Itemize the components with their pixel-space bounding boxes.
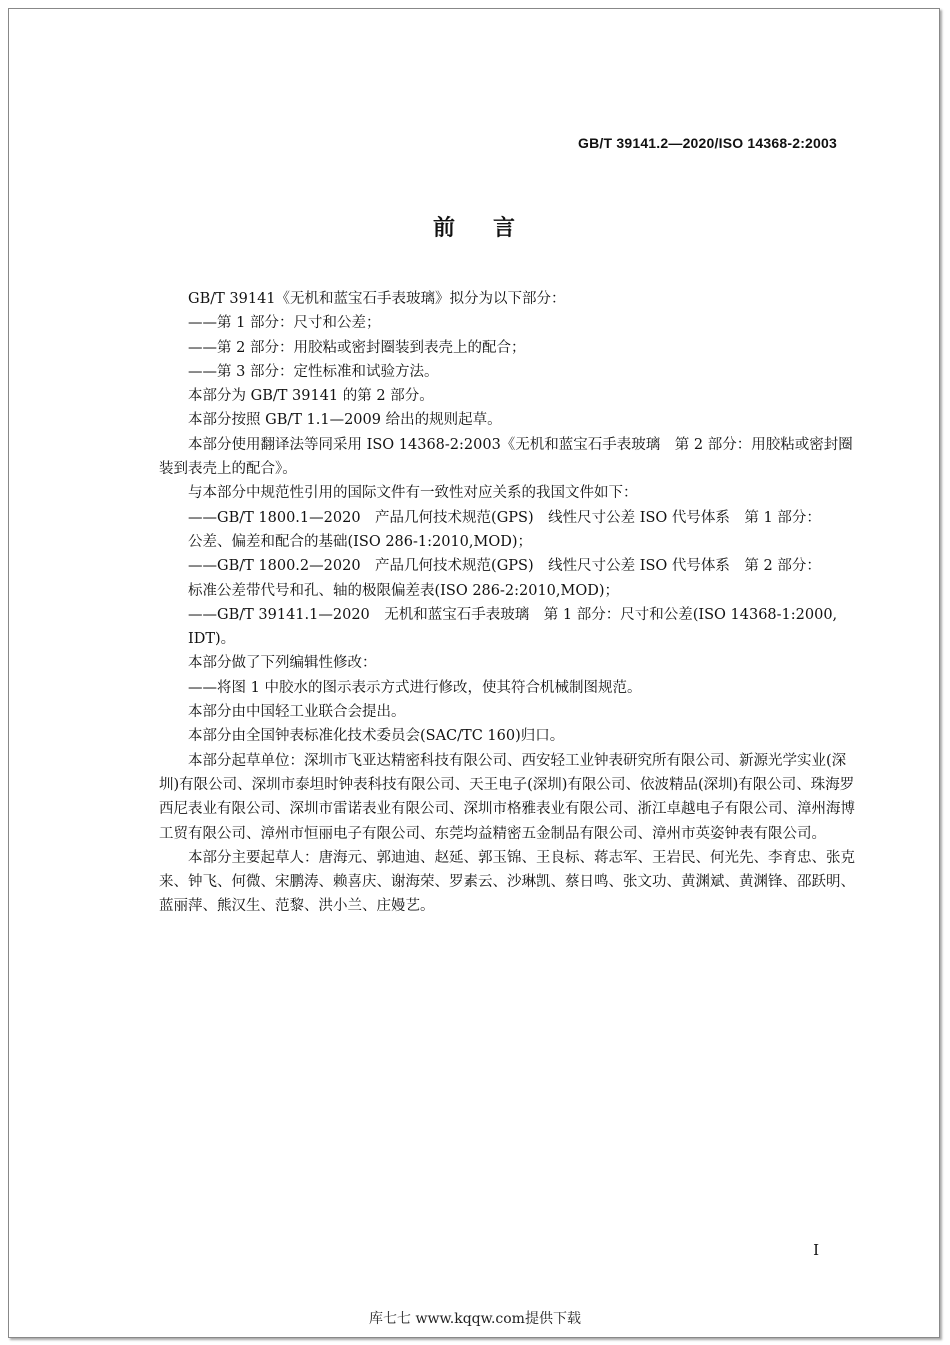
- list-item: ——GB/T 1800.1—2020 产品几何技术规范(GPS) 线性尺寸公差 ISO 代号体系 第 1 部分：: [188, 509, 821, 526]
- list-item: ——第 1 部分：尺寸和公差；: [188, 315, 381, 332]
- list-item: ——第 2 部分：用胶粘或密封圈装到表壳上的配合；: [188, 339, 526, 356]
- paragraph: 本部分使用翻译法等同采用 ISO 14368-2:2003《无机和蓝宝石手表玻璃 第 2 部分：用胶粘或密封圈装到表壳上的配合》。: [159, 436, 853, 478]
- paragraph: 本部分由全国钟表标准化技术委员会(SAC/TC 160)归口。: [188, 728, 565, 745]
- standard-code: GB/T 39141.2—2020/ISO 14368-2:2003: [578, 135, 837, 151]
- paragraph: 本部分为 GB/T 39141 的第 2 部分。: [188, 388, 434, 405]
- list-item: ——GB/T 1800.2—2020 产品几何技术规范(GPS) 线性尺寸公差 ISO 代号体系 第 2 部分：: [188, 558, 821, 575]
- list-item: ——GB/T 39141.1—2020 无机和蓝宝石手表玻璃 第 1 部分：尺寸和公差(ISO 14368-1:2000,: [188, 606, 838, 623]
- foreword-body: [159, 287, 859, 919]
- page-title: 前言: [432, 216, 553, 241]
- paragraph: 本部分做了下列编辑性修改：: [188, 655, 377, 672]
- paragraph: 与本部分中规范性引用的国际文件有一致性对应关系的我国文件如下：: [188, 485, 638, 502]
- paragraph: GB/T 39141《无机和蓝宝石手表玻璃》拟分为以下部分：: [188, 291, 566, 307]
- list-item: ——第 3 部分：定性标准和试验方法。: [188, 363, 439, 380]
- paragraph: 本部分主要起草人：唐海元、郭迪迪、赵延、郭玉锦、王良标、蒋志军、王岩民、何光先、李育忠、张克来、钟飞、何微、宋鹏涛、赖喜庆、谢海荣、罗素云、沙琳凯、蔡日鸣、张文功、黄渊斌、黄渊锋、邵跃明、蓝丽萍、熊汉生、范黎、洪小兰、庄嫚艺。: [159, 849, 855, 915]
- list-item-continuation: IDT)。: [188, 631, 236, 648]
- paragraph: 本部分起草单位：深圳市飞亚达精密科技有限公司、西安轻工业钟表研究所有限公司、新源光学实业(深圳)有限公司、深圳市泰坦时钟表科技有限公司、天王电子(深圳)有限公司、依波精品(深圳)有限公司、珠海罗西尼表业有限公司、深圳市雷诺表业有限公司、深圳市格雅表业有限公司、浙江卓越电子有限公司、漳州海博工贸有限公司、漳州市恒丽电子有限公司、东莞均益精密五金制品有限公司、漳州市英姿钟表有限公司。: [159, 752, 855, 842]
- list-item-continuation: 公差、偏差和配合的基础(ISO 286-1:2010,MOD)；: [188, 533, 533, 550]
- paragraph: 本部分由中国轻工业联合会提出。: [188, 704, 406, 721]
- footer-watermark-text: 库七七 www.kqqw.com提供下载: [369, 1311, 581, 1327]
- page-number: I: [813, 1241, 819, 1259]
- paragraph: 本部分按照 GB/T 1.1—2009 给出的规则起草。: [188, 412, 502, 429]
- document-page: [8, 8, 940, 1338]
- list-item: ——将图 1 中胶水的图示表示方式进行修改，使其符合机械制图规范。: [188, 679, 642, 696]
- list-item-continuation: 标准公差带代号和孔、轴的极限偏差表(ISO 286-2:2010,MOD)；: [188, 582, 620, 599]
